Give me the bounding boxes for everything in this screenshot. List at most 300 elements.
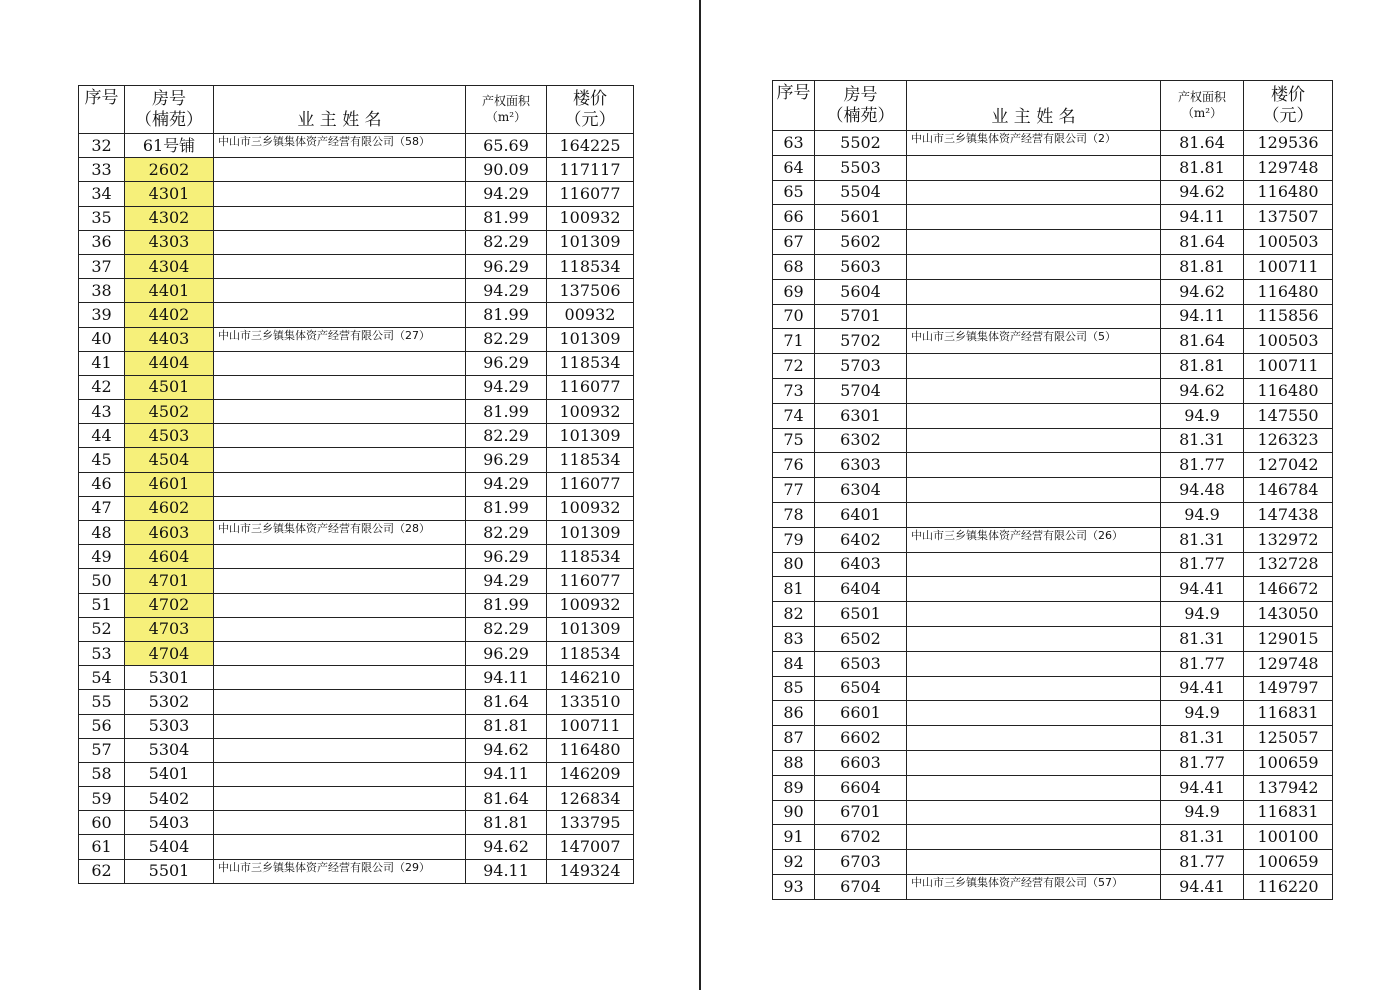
area-cell: 94.29 — [466, 182, 547, 206]
area-cell: 94.62 — [466, 738, 547, 762]
price-cell: 00932 — [547, 303, 634, 327]
area-cell: 81.31 — [1161, 825, 1244, 850]
area-cell: 96.29 — [466, 254, 547, 278]
seq-cell: 66 — [773, 205, 815, 230]
room-cell: 6704 — [815, 874, 907, 899]
owner-cell — [907, 577, 1161, 602]
room-cell: 6503 — [815, 651, 907, 676]
room-cell: 4703 — [125, 617, 214, 641]
seq-cell: 83 — [773, 626, 815, 651]
room-cell: 5304 — [125, 738, 214, 762]
seq-cell: 53 — [79, 641, 125, 665]
owner-cell — [907, 403, 1161, 428]
seq-cell: 56 — [79, 714, 125, 738]
area-cell: 82.29 — [466, 521, 547, 545]
area-cell: 81.64 — [466, 690, 547, 714]
table-row — [79, 593, 634, 617]
room-cell: 4603 — [125, 521, 214, 545]
table-row — [773, 850, 1333, 875]
seq-cell: 82 — [773, 602, 815, 627]
seq-cell: 43 — [79, 400, 125, 424]
price-cell: 147438 — [1244, 502, 1333, 527]
table-row — [773, 428, 1333, 453]
room-cell: 4604 — [125, 545, 214, 569]
room-cell: 5701 — [815, 304, 907, 329]
owner-cell: 中山市三乡镇集体资产经营有限公司（58） — [214, 134, 466, 158]
table-row — [773, 676, 1333, 701]
price-cell: 101309 — [547, 521, 634, 545]
room-cell: 6603 — [815, 750, 907, 775]
owner-cell — [907, 354, 1161, 379]
seq-cell: 90 — [773, 800, 815, 825]
left-page — [78, 85, 634, 884]
table-row — [79, 375, 634, 399]
area-cell: 81.64 — [1161, 230, 1244, 255]
table-row — [773, 131, 1333, 156]
table-row — [79, 521, 634, 545]
seq-cell: 91 — [773, 825, 815, 850]
price-cell: 101309 — [547, 327, 634, 351]
room-cell: 4504 — [125, 448, 214, 472]
room-cell: 4704 — [125, 641, 214, 665]
seq-cell: 52 — [79, 617, 125, 641]
seq-cell: 92 — [773, 850, 815, 875]
area-cell: 81.99 — [466, 303, 547, 327]
owner-cell — [907, 775, 1161, 800]
price-header: 楼价 （元） — [547, 86, 634, 134]
seq-cell: 68 — [773, 254, 815, 279]
table-row — [79, 666, 634, 690]
area-cell: 94.41 — [1161, 676, 1244, 701]
room-cell: 6304 — [815, 478, 907, 503]
owner-cell — [907, 428, 1161, 453]
seq-cell: 35 — [79, 206, 125, 230]
owner-cell — [907, 254, 1161, 279]
owner-cell: 中山市三乡镇集体资产经营有限公司（29） — [214, 859, 466, 883]
area-cell: 81.81 — [466, 714, 547, 738]
area-cell: 82.29 — [466, 617, 547, 641]
seq-cell: 62 — [79, 859, 125, 883]
seq-cell: 63 — [773, 131, 815, 156]
area-cell: 94.29 — [466, 279, 547, 303]
room-cell: 2602 — [125, 158, 214, 182]
room-cell: 4304 — [125, 254, 214, 278]
area-cell: 81.31 — [1161, 527, 1244, 552]
seq-cell: 84 — [773, 651, 815, 676]
area-cell: 96.29 — [466, 448, 547, 472]
area-cell: 82.29 — [466, 230, 547, 254]
table-row — [773, 602, 1333, 627]
owner-cell — [907, 502, 1161, 527]
owner-cell — [907, 850, 1161, 875]
table-row — [79, 835, 634, 859]
price-cell: 116480 — [547, 738, 634, 762]
area-cell: 81.99 — [466, 593, 547, 617]
table-row — [79, 182, 634, 206]
table-row — [773, 874, 1333, 899]
price-cell: 133510 — [547, 690, 634, 714]
price-cell: 143050 — [1244, 602, 1333, 627]
area-cell: 81.77 — [1161, 750, 1244, 775]
table-row — [773, 626, 1333, 651]
seq-cell: 58 — [79, 762, 125, 786]
seq-cell: 80 — [773, 552, 815, 577]
table-row — [79, 230, 634, 254]
seq-cell: 36 — [79, 230, 125, 254]
room-cell: 4701 — [125, 569, 214, 593]
price-cell: 146672 — [1244, 577, 1333, 602]
price-cell: 116831 — [1244, 701, 1333, 726]
room-cell: 4303 — [125, 230, 214, 254]
room-cell: 5402 — [125, 787, 214, 811]
room-cell: 5302 — [125, 690, 214, 714]
price-cell: 146209 — [547, 762, 634, 786]
area-cell: 94.29 — [466, 375, 547, 399]
room-cell: 6301 — [815, 403, 907, 428]
table-row — [79, 787, 634, 811]
area-cell: 81.99 — [466, 400, 547, 424]
area-cell: 94.11 — [466, 859, 547, 883]
owner-cell — [214, 593, 466, 617]
owner-cell — [214, 496, 466, 520]
seq-cell: 32 — [79, 134, 125, 158]
owner-cell — [214, 811, 466, 835]
room-cell: 6702 — [815, 825, 907, 850]
price-cell: 126834 — [547, 787, 634, 811]
owner-cell — [907, 378, 1161, 403]
table-row — [773, 378, 1333, 403]
seq-cell: 34 — [79, 182, 125, 206]
owner-cell: 中山市三乡镇集体资产经营有限公司（26） — [907, 527, 1161, 552]
price-cell: 116077 — [547, 375, 634, 399]
table-row — [773, 577, 1333, 602]
price-cell: 117117 — [547, 158, 634, 182]
price-cell: 118534 — [547, 351, 634, 375]
price-cell: 118534 — [547, 254, 634, 278]
room-cell: 6502 — [815, 626, 907, 651]
room-cell: 6601 — [815, 701, 907, 726]
room-cell: 6404 — [815, 577, 907, 602]
owner-cell — [214, 617, 466, 641]
owner-cell — [907, 726, 1161, 751]
owner-cell — [907, 304, 1161, 329]
seq-cell: 75 — [773, 428, 815, 453]
room-cell: 61号铺 — [125, 134, 214, 158]
table-row — [79, 641, 634, 665]
area-cell: 81.77 — [1161, 651, 1244, 676]
area-cell: 94.29 — [466, 569, 547, 593]
price-cell: 118534 — [547, 545, 634, 569]
owner-cell — [214, 641, 466, 665]
owner-cell — [907, 205, 1161, 230]
price-cell: 137942 — [1244, 775, 1333, 800]
owner-cell: 中山市三乡镇集体资产经营有限公司（57） — [907, 874, 1161, 899]
room-cell: 6703 — [815, 850, 907, 875]
table-row — [79, 738, 634, 762]
table-row — [79, 811, 634, 835]
area-cell: 94.62 — [1161, 180, 1244, 205]
owner-cell — [214, 279, 466, 303]
table-row — [79, 327, 634, 351]
room-cell: 4301 — [125, 182, 214, 206]
area-cell: 81.99 — [466, 206, 547, 230]
area-cell: 81.31 — [1161, 428, 1244, 453]
price-cell: 129536 — [1244, 131, 1333, 156]
price-cell: 118534 — [547, 448, 634, 472]
owner-cell — [907, 453, 1161, 478]
owner-cell — [214, 545, 466, 569]
room-cell: 4601 — [125, 472, 214, 496]
area-cell: 96.29 — [466, 351, 547, 375]
seq-cell: 81 — [773, 577, 815, 602]
area-cell: 94.62 — [1161, 279, 1244, 304]
room-cell: 6604 — [815, 775, 907, 800]
seq-cell: 61 — [79, 835, 125, 859]
room-cell: 6403 — [815, 552, 907, 577]
room-cell: 5503 — [815, 155, 907, 180]
area-cell: 81.81 — [466, 811, 547, 835]
price-cell: 132972 — [1244, 527, 1333, 552]
room-cell: 5601 — [815, 205, 907, 230]
price-cell: 100711 — [1244, 254, 1333, 279]
room-cell: 4602 — [125, 496, 214, 520]
area-cell: 82.29 — [466, 327, 547, 351]
owner-cell — [907, 552, 1161, 577]
price-cell: 100932 — [547, 496, 634, 520]
area-cell: 94.9 — [1161, 602, 1244, 627]
table-row — [79, 351, 634, 375]
seq-cell: 59 — [79, 787, 125, 811]
room-cell: 6402 — [815, 527, 907, 552]
area-cell: 94.9 — [1161, 403, 1244, 428]
seq-cell: 93 — [773, 874, 815, 899]
room-cell: 6602 — [815, 726, 907, 751]
room-cell: 6504 — [815, 676, 907, 701]
seq-cell: 40 — [79, 327, 125, 351]
seq-cell: 72 — [773, 354, 815, 379]
table-row — [79, 569, 634, 593]
owner-cell — [907, 155, 1161, 180]
owner-cell — [907, 750, 1161, 775]
seq-cell: 73 — [773, 378, 815, 403]
area-header: 产权面积 （m²） — [1161, 81, 1244, 131]
room-cell: 4404 — [125, 351, 214, 375]
owner-cell — [907, 701, 1161, 726]
room-cell: 4502 — [125, 400, 214, 424]
seq-cell: 87 — [773, 726, 815, 751]
owner-cell: 中山市三乡镇集体资产经营有限公司（5） — [907, 329, 1161, 354]
owner-cell — [214, 787, 466, 811]
price-cell: 129748 — [1244, 651, 1333, 676]
room-cell: 5401 — [125, 762, 214, 786]
seq-cell: 67 — [773, 230, 815, 255]
area-cell: 94.9 — [1161, 502, 1244, 527]
area-cell: 96.29 — [466, 545, 547, 569]
owner-cell — [214, 375, 466, 399]
page-divider — [699, 0, 701, 990]
seq-cell: 85 — [773, 676, 815, 701]
table-row — [79, 303, 634, 327]
room-cell: 5404 — [125, 835, 214, 859]
owner-cell — [214, 303, 466, 327]
price-cell: 116077 — [547, 182, 634, 206]
price-cell: 137507 — [1244, 205, 1333, 230]
table-row — [79, 400, 634, 424]
owner-cell — [907, 180, 1161, 205]
seq-cell: 70 — [773, 304, 815, 329]
table-row — [79, 158, 634, 182]
seq-cell: 69 — [773, 279, 815, 304]
price-cell: 126323 — [1244, 428, 1333, 453]
header-row — [79, 86, 634, 134]
area-cell: 94.11 — [1161, 205, 1244, 230]
table-row — [773, 304, 1333, 329]
table-row — [773, 478, 1333, 503]
area-cell: 65.69 — [466, 134, 547, 158]
owner-cell — [214, 690, 466, 714]
table-row — [773, 825, 1333, 850]
price-cell: 100711 — [547, 714, 634, 738]
price-cell: 146210 — [547, 666, 634, 690]
seq-header: 序号 — [773, 81, 815, 131]
table-row — [773, 552, 1333, 577]
table-row — [79, 714, 634, 738]
seq-cell: 37 — [79, 254, 125, 278]
owner-cell — [214, 762, 466, 786]
area-cell: 81.64 — [1161, 329, 1244, 354]
owner-cell — [907, 230, 1161, 255]
price-cell: 132728 — [1244, 552, 1333, 577]
room-cell: 4403 — [125, 327, 214, 351]
seq-cell: 64 — [773, 155, 815, 180]
table-row — [773, 502, 1333, 527]
owner-header: 业 主 姓 名 — [907, 81, 1161, 131]
area-cell: 94.62 — [1161, 378, 1244, 403]
owner-header: 业 主 姓 名 — [214, 86, 466, 134]
table-row — [773, 205, 1333, 230]
area-cell: 94.9 — [1161, 701, 1244, 726]
area-cell: 94.9 — [1161, 800, 1244, 825]
area-cell: 81.77 — [1161, 850, 1244, 875]
owner-cell — [907, 651, 1161, 676]
owner-cell — [214, 351, 466, 375]
price-cell: 100659 — [1244, 750, 1333, 775]
area-cell: 94.11 — [1161, 304, 1244, 329]
owner-cell — [907, 602, 1161, 627]
price-cell: 127042 — [1244, 453, 1333, 478]
room-cell: 4302 — [125, 206, 214, 230]
seq-cell: 46 — [79, 472, 125, 496]
room-cell: 5502 — [815, 131, 907, 156]
seq-cell: 38 — [79, 279, 125, 303]
room-cell: 6701 — [815, 800, 907, 825]
price-cell: 149797 — [1244, 676, 1333, 701]
seq-header: 序号 — [79, 86, 125, 134]
room-cell: 6303 — [815, 453, 907, 478]
owner-cell — [907, 626, 1161, 651]
room-cell: 4503 — [125, 424, 214, 448]
seq-cell: 77 — [773, 478, 815, 503]
seq-cell: 33 — [79, 158, 125, 182]
room-cell: 5303 — [125, 714, 214, 738]
seq-cell: 41 — [79, 351, 125, 375]
seq-cell: 79 — [773, 527, 815, 552]
room-cell: 6401 — [815, 502, 907, 527]
right-page — [772, 80, 1333, 900]
price-cell: 100711 — [1244, 354, 1333, 379]
table-row — [79, 279, 634, 303]
price-cell: 101309 — [547, 424, 634, 448]
area-cell: 81.99 — [466, 496, 547, 520]
owner-cell — [214, 738, 466, 762]
price-cell: 100932 — [547, 593, 634, 617]
price-cell: 101309 — [547, 230, 634, 254]
left-register-table — [78, 85, 634, 884]
area-cell: 81.64 — [466, 787, 547, 811]
area-cell: 94.41 — [1161, 874, 1244, 899]
owner-cell: 中山市三乡镇集体资产经营有限公司（28） — [214, 521, 466, 545]
seq-cell: 45 — [79, 448, 125, 472]
table-row — [773, 279, 1333, 304]
room-cell: 5504 — [815, 180, 907, 205]
table-row — [79, 762, 634, 786]
seq-cell: 71 — [773, 329, 815, 354]
owner-cell — [214, 182, 466, 206]
table-row — [79, 472, 634, 496]
table-row — [773, 701, 1333, 726]
price-cell: 100503 — [1244, 230, 1333, 255]
seq-cell: 78 — [773, 502, 815, 527]
table-row — [773, 155, 1333, 180]
seq-cell: 54 — [79, 666, 125, 690]
owner-cell — [214, 472, 466, 496]
table-row — [773, 354, 1333, 379]
area-cell: 94.48 — [1161, 478, 1244, 503]
room-header: 房号 （楠苑） — [125, 86, 214, 134]
owner-cell — [214, 448, 466, 472]
seq-cell: 89 — [773, 775, 815, 800]
area-cell: 81.31 — [1161, 626, 1244, 651]
owner-cell: 中山市三乡镇集体资产经营有限公司（27） — [214, 327, 466, 351]
room-cell: 4501 — [125, 375, 214, 399]
seq-cell: 55 — [79, 690, 125, 714]
price-cell: 116220 — [1244, 874, 1333, 899]
room-cell: 5704 — [815, 378, 907, 403]
area-cell: 94.41 — [1161, 775, 1244, 800]
table-row — [79, 617, 634, 641]
price-cell: 129748 — [1244, 155, 1333, 180]
seq-cell: 76 — [773, 453, 815, 478]
room-cell: 5702 — [815, 329, 907, 354]
price-cell: 147007 — [547, 835, 634, 859]
owner-cell — [214, 400, 466, 424]
area-cell: 81.81 — [1161, 254, 1244, 279]
seq-cell: 42 — [79, 375, 125, 399]
table-row — [79, 448, 634, 472]
price-cell: 100503 — [1244, 329, 1333, 354]
area-cell: 90.09 — [466, 158, 547, 182]
table-row — [79, 859, 634, 883]
price-cell: 101309 — [547, 617, 634, 641]
table-row — [79, 690, 634, 714]
seq-cell: 51 — [79, 593, 125, 617]
right-register-table — [772, 80, 1333, 900]
table-row — [773, 180, 1333, 205]
table-row — [773, 800, 1333, 825]
owner-cell — [214, 206, 466, 230]
table-row — [773, 651, 1333, 676]
area-cell: 81.77 — [1161, 453, 1244, 478]
